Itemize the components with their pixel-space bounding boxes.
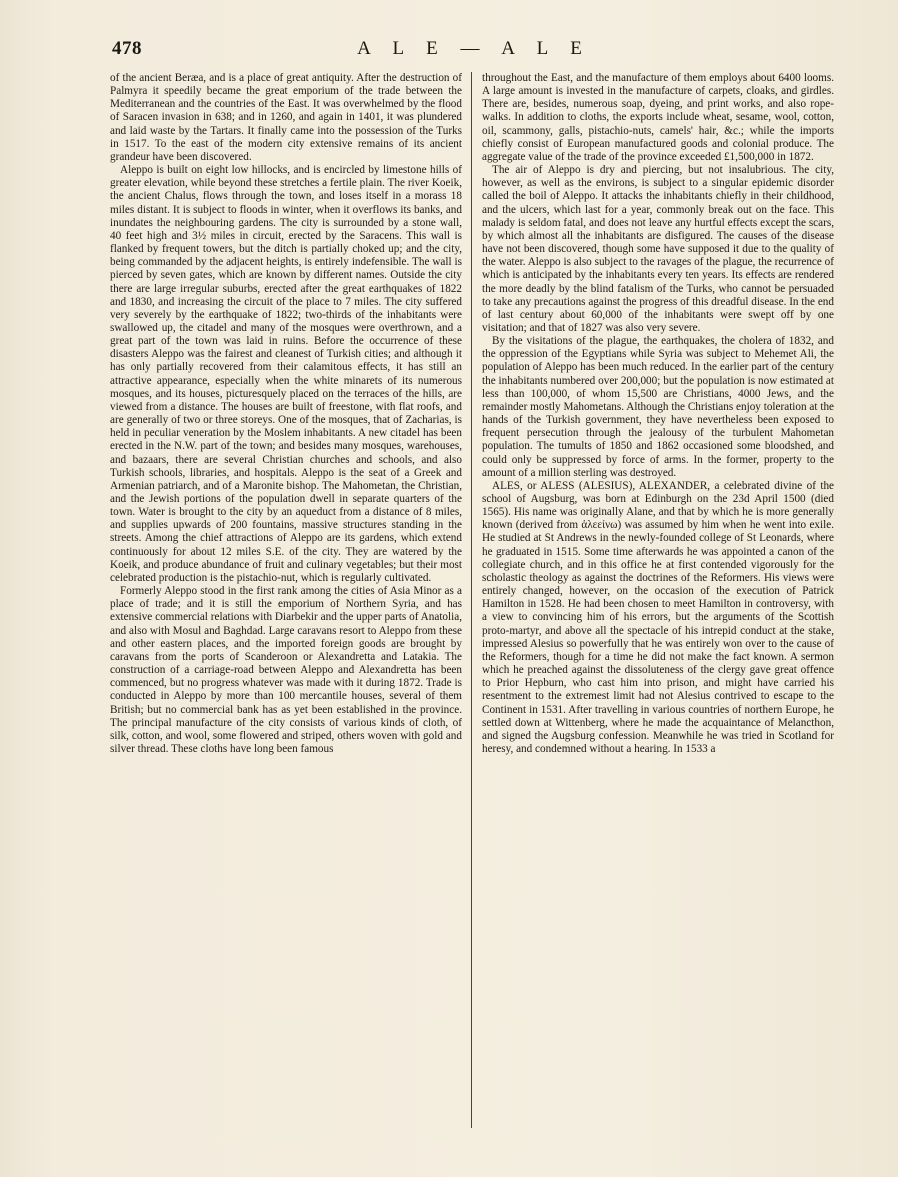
paragraph: Formerly Aleppo stood in the first rank among the cities of Asia Minor as a place of trade; and it is still the emporium of Northern Syria, and has extensive commercial relations with Diarbekir and the upper parts of Anatolia, and also with Mosul and Baghdad. Large caravans resort to Aleppo from these and other eastern places, and the imported foreign goods are brought by caravans from the ports of Scanderoon or Alexandretta and Latakia. The construction of a carriage-road between Aleppo and Alexandretta has been commenced, but no progress whatever was made with it during 1872. Trade is conducted in Aleppo by more than 100 mercantile houses, several of them British; but no commercial bank has as yet been established in the province. The principal manufacture of the city consists of various kinds of cloth, of silk, cotton, and wool, some flowered and striped, others woven with gold and silver thread. These cloths have long been famous <box>110 585 462 755</box>
entry-ales: ALES, or ALESS (ALESIUS), ALEXANDER, a celebrated divine of the school of Augsburg, was born at Edinburgh on the 23d April 1500 (died 1565). His name was originally Alane, and that by which he is more generally known (derived from ἀλεείνω) was assumed by him when he went into exile. He studied at St Andrews in the newly-founded college of St Leonards, where he graduated in 1515. Some time afterwards he was appointed a canon of the collegiate church, and in this office he at first contended vigorously for the scholastic theology as against the doctrines of the Reformers. His views were entirely changed, however, on the occasion of the execution of Patrick Hamilton in 1528. He had been chosen to meet Hamilton in controversy, with a view to convincing him of his errors, but the arguments of the Scottish proto-martyr, and above all the spectacle of his intrepid conduct at the stake, impressed Alesius so powerfully that he was entirely won over to the cause of the Reformers, though for a time he did not make the fact known. A sermon which he preached against the dissoluteness of the clergy gave great offence to Prior Hepburn, who cast him into prison, and might have carried his resentment to the extremest limit had not Alesius contrived to escape to the Continent in 1531. After travelling in various countries of northern Europe, he settled down at Wittenberg, where he made the acquaintance of Melancthon, and signed the Augsburg confession. Meanwhile he was tried in Scotland for heresy, and condemned without a hearing. In 1533 a <box>482 479 834 755</box>
paragraph: The air of Aleppo is dry and piercing, but not insalubrious. The city, however, as well as the environs, is subject to a singular epidemic disorder called the boil of Aleppo. It attacks the inhabitants chiefly in their childhood, and the ulcers, which last for a year, commonly break out on the face. This malady is seldom fatal, and does not leave any hurtful effects except the scars, by which almost all the inhabitants are disfigured. The causes of the disease have not been discovered, though some have supposed it due to the quality of the water. Aleppo is also subject to the ravages of the plague, the recurrence of which is anticipated by the inhabitants every ten years. Its effects are rendered the more deadly by the blind fatalism of the Turks, who cannot be persuaded to take any precautions against the progress of this dreadful disease. In the end of last century about 60,000 of the inhabitants were swept off by one visitation; and that of 1827 was also very severe. <box>482 164 834 334</box>
paragraph: of the ancient Beræa, and is a place of great antiquity. After the destruction of Palmyra it speedily became the great emporium of the trade between the Mediterranean and the countries of the East. It was overwhelmed by the flood of Saracen invasion in 638; and in 1260, and again in 1401, it was plundered and laid waste by the Tartars. It finally came into the possession of the Turks in 1517. To the east of the modern city extensive remains of its ancient grandeur have been discovered. <box>110 72 462 163</box>
running-head: A L E — A L E <box>357 38 591 59</box>
paragraph: By the visitations of the plague, the earthquakes, the cholera of 1832, and the oppression of the Egyptians while Syria was subject to Mehemet Ali, the population of Aleppo has been much reduced. In the earlier part of the century the inhabitants numbered over 200,000; but the population is now estimated at less than 100,000, of whom 15,500 are Christians, 4000 Jews, and the remainder mostly Mahometans. Although the Christians enjoy toleration at the hands of the Turkish government, they have nevertheless been exposed to frequent persecution through the jealousy of the turbulent Mahometan population. The tumults of 1850 and 1862 occasioned some bloodshed, and could only be suppressed by force of arms. In the former, property to the amount of a million sterling was destroyed. <box>482 335 834 479</box>
right-column <box>482 72 834 1132</box>
page-number: 478 <box>112 38 142 59</box>
paragraph: Aleppo is built on eight low hillocks, and is encircled by limestone hills of greater elevation, while beyond these stretches a fertile plain. The river Koeik, the ancient Chalus, flows through the town, and loses itself in a morass 18 miles distant. It is subject to floods in winter, when it overflows its banks, and inundates the neighbouring gardens. The city is surrounded by a stone wall, 40 feet high and 3½ miles in circuit, erected by the Saracens. This wall is flanked by frequent towers, but the ditch is partially choked up; and the city, being commanded by the adjacent heights, is entirely indefensible. The wall is pierced by seven gates, which are known by different names. Outside the city there are large irregular suburbs, erected after the great earthquakes of 1822 and 1830, and increasing the circuit of the place to 7 miles. The city suffered very severely by the earthquake of 1822; two-thirds of the inhabitants were swallowed up, the citadel and many of the mosques were overthrown, and a great part of the town was laid in ruins. Before the occurrence of these disasters Aleppo was the fairest and cleanest of Turkish cities; and although it has only partially recovered from their calamitous effects, it has still an attractive appearance, especially when the white minarets of its numerous mosques, and its houses, picturesquely placed on the terraces of the hills, are viewed from a distance. The houses are built of freestone, with flat roofs, and are generally of two or three storeys. One of the mosques, that of Zacharias, is held in peculiar veneration by the Moslem inhabitants. A new citadel has been erected in the N.W. part of the town; and besides many mosques, warehouses, and bazaars, there are several Christian churches and schools, and also Turkish schools, libraries, and hospitals. Aleppo is the seat of a Greek and Armenian patriarch, and of a Maronite bishop. The Mahometan, the Christian, and the Jewish portions of the population dwell in separate quarters of the town. Water is brought to the city by an aqueduct from a distance of 8 miles, and supplies upwards of 200 fountains, massive structures standing in the streets. Among the chief attractions of Aleppo are its gardens, which extend continuously for about 12 miles S.E. of the city. They are watered by the Koeik, and produce abundance of fruit and culinary vegetables; but their most celebrated production is the pistachio-nut, which is regularly cultivated. <box>110 164 462 584</box>
page-header <box>112 38 836 68</box>
column-divider <box>471 72 472 1128</box>
paragraph: throughout the East, and the manufacture of them employs about 6400 looms. A large amount is invested in the manufacture of carpets, cloaks, and girdles. There are, besides, numerous soap, dyeing, and print works, and also rope-walks. In addition to cloths, the exports include wheat, sesame, wool, cotton, oil, scammony, galls, pistachio-nuts, camels' hair, &c.; while the imports chiefly consist of European manufactured goods and colonial produce. The aggregate value of the trade of the province exceeded £1,500,000 in 1872. <box>482 72 834 163</box>
left-column <box>110 72 462 1132</box>
article-columns <box>110 72 838 1132</box>
